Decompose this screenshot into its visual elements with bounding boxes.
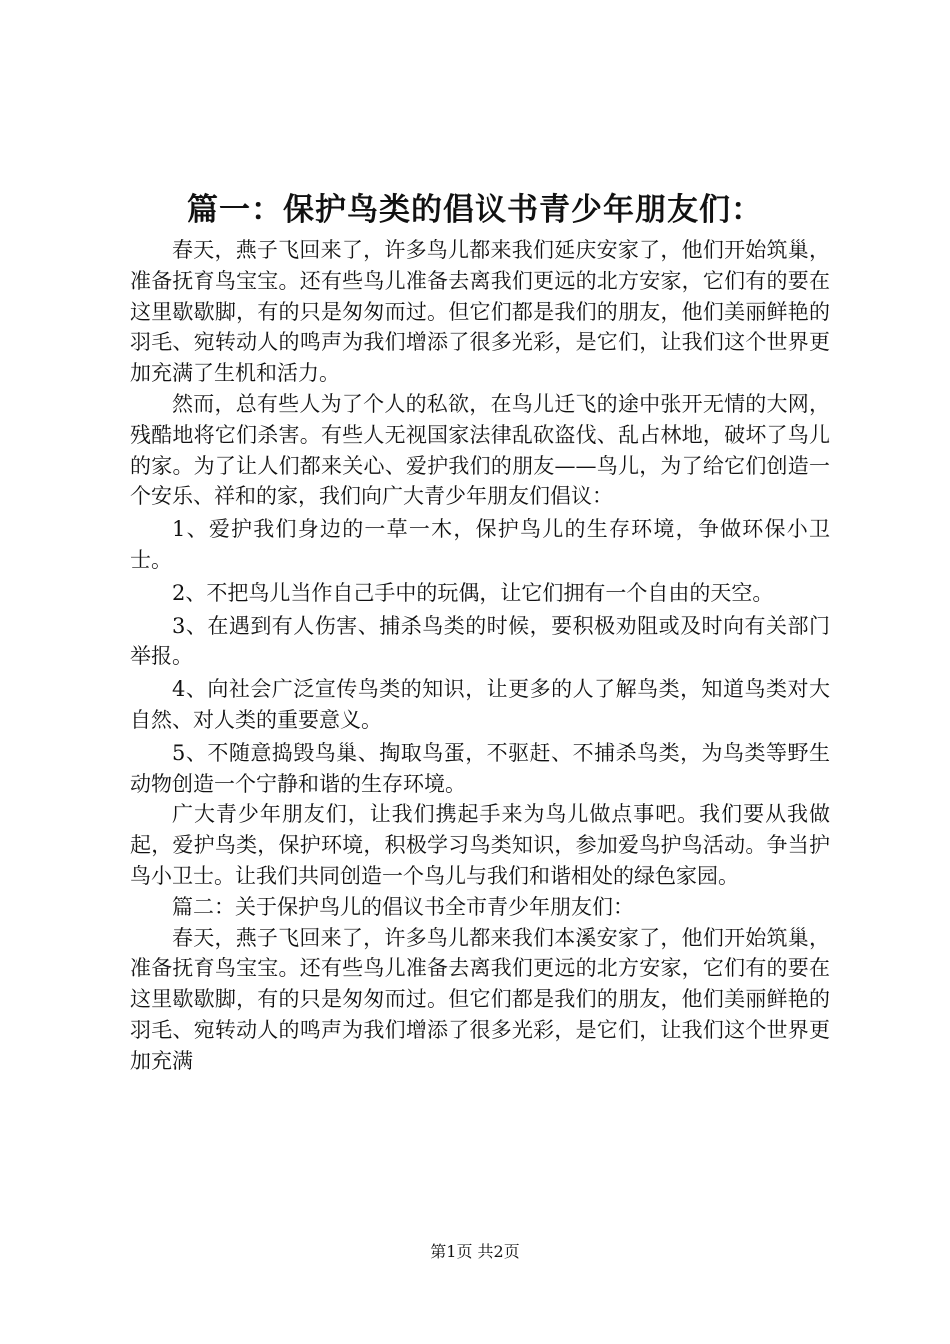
list-item: 3、在遇到有人伤害、捕杀鸟类的时候，要积极劝阻或及时向有关部门举报。 [130, 613, 830, 669]
page-footer: 第1页 共2页 [430, 1242, 520, 1261]
list-item: 1、爱护我们身边的一草一木，保护鸟儿的生存环境，争做环保小卫士。 [130, 517, 830, 572]
list-item: 4、向社会广泛宣传鸟类的知识，让更多的人了解鸟类，知道鸟类对大自然、对人类的重要意义。 [130, 677, 830, 732]
document-title: 篇一：保护鸟类的倡议书青少年朋友们： [187, 192, 763, 228]
list-item: 2、不把鸟儿当作自己手中的玩偶，让它们拥有一个自由的天空。 [172, 580, 774, 605]
paragraph: 春天，燕子飞回来了，许多鸟儿都来我们本溪安家了，他们开始筑巢，准备抚育鸟宝宝。还有些鸟儿准备去离我们更远的北方安家，它们有的要在这里歇歇脚，有的只是匆匆而过。但它们都是我们的朋友，他们美丽鲜艳的羽毛、宛转动人的鸣声为我们增添了很多光彩，是它们，让我们这个世界更加充满 [130, 925, 830, 1073]
document-body [130, 235, 830, 1185]
section-heading: 篇二：关于保护鸟儿的倡议书全市青少年朋友们： [172, 894, 634, 919]
paragraph: 广大青少年朋友们，让我们携起手来为鸟儿做点事吧。我们要从我做起，爱护鸟类，保护环境，积极学习鸟类知识，参加爱鸟护鸟活动。争当护鸟小卫士。让我们共同创造一个鸟儿与我们和谐相处的绿色家园。 [130, 802, 830, 888]
paragraph: 然而，总有些人为了个人的私欲，在鸟儿迁飞的途中张开无情的大网，残酷地将它们杀害。有些人无视国家法律乱砍盗伐、乱占林地，破坏了鸟儿的家。为了让人们都来关心、爱护我们的朋友——鸟儿，为了给它们创造一个安乐、祥和的家，我们向广大青少年朋友们倡议： [130, 391, 830, 509]
paragraph: 春天，燕子飞回来了，许多鸟儿都来我们延庆安家了，他们开始筑巢，准备抚育鸟宝宝。还有些鸟儿准备去离我们更远的北方安家，它们有的要在这里歇歇脚，有的只是匆匆而过。但它们都是我们的朋友，他们美丽鲜艳的羽毛、宛转动人的鸣声为我们增添了很多光彩，是它们，让我们这个世界更加充满了生机和活力。 [130, 238, 830, 386]
list-item: 5、不随意捣毁鸟巢、掏取鸟蛋，不驱赶、不捕杀鸟类，为鸟类等野生动物创造一个宁静和谐的生存环境。 [130, 740, 830, 796]
